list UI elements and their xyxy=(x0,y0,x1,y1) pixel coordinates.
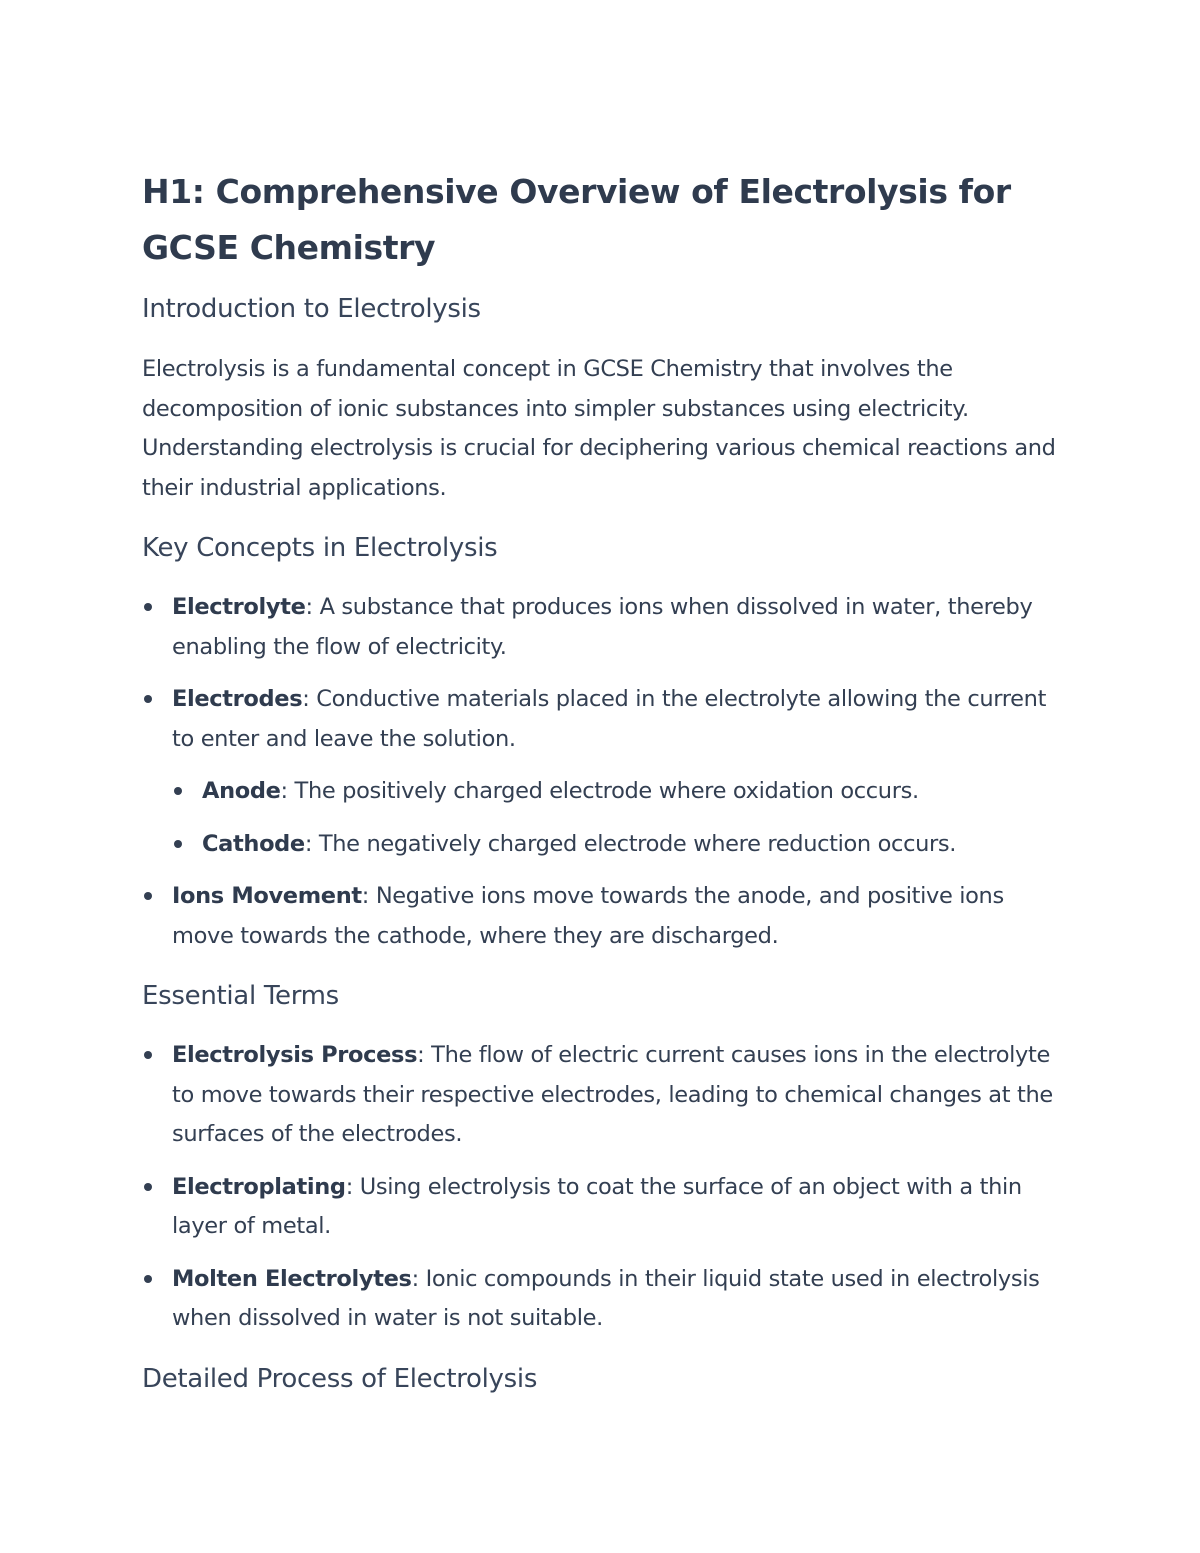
term-label: Electrodes xyxy=(172,686,303,712)
bullet-icon xyxy=(174,787,182,795)
term-definition: : The negatively charged electrode where reduction occurs. xyxy=(304,830,957,857)
bullet-icon xyxy=(144,892,152,900)
term-definition: : A substance that produces ions when dissolved in water, thereby enabling the flow of electricity. xyxy=(172,594,1033,660)
document-page xyxy=(142,164,1072,1397)
section-heading-key-concepts: Key Concepts in Electrolysis xyxy=(142,533,498,563)
document-title: H1: Comprehensive Overview of Electrolysis for GCSE Chemistry xyxy=(142,172,1011,267)
list-item-ions-movement xyxy=(142,877,1072,956)
term-label: Cathode xyxy=(202,830,305,857)
list-item-electrolyte xyxy=(142,588,1072,667)
term-label: Electroplating xyxy=(172,1173,346,1200)
term-definition: : The flow of electric current causes ions in the electrolyte to move towards their respective electrodes, leading to chemical changes at the surfaces of the electrodes. xyxy=(172,1042,1053,1147)
bullet-icon xyxy=(144,603,152,611)
term-label: Electrolyte xyxy=(172,594,306,620)
term-definition: : Conductive materials placed in the electrolyte allowing the current to enter and leave the solution. xyxy=(172,686,1047,752)
list-item-cathode xyxy=(172,825,1072,865)
key-concepts-list xyxy=(142,588,1072,956)
essential-terms-list xyxy=(142,1036,1072,1339)
term-definition: : Using electrolysis to coat the surface of an object with a thin layer of metal. xyxy=(172,1173,1022,1239)
list-item-electroplating xyxy=(142,1168,1072,1247)
list-item-electrodes xyxy=(142,680,1072,864)
electrodes-sub-list xyxy=(172,772,1072,864)
term-definition: : Negative ions move towards the anode, and positive ions move towards the cathode, where they are discharged. xyxy=(172,883,1004,949)
term-definition: : Ionic compounds in their liquid state used in electrolysis when dissolved in water is not suitable. xyxy=(172,1265,1040,1331)
bullet-icon xyxy=(144,695,152,703)
term-label: Molten Electrolytes xyxy=(172,1265,412,1292)
bullet-icon xyxy=(174,840,182,848)
list-item-molten-electrolytes xyxy=(142,1260,1072,1339)
section-heading-essential-terms: Essential Terms xyxy=(142,981,339,1011)
list-item-electrolysis-process xyxy=(142,1036,1072,1155)
section-heading-detailed-process: Detailed Process of Electrolysis xyxy=(142,1363,538,1394)
bullet-icon xyxy=(144,1183,152,1191)
bullet-icon xyxy=(144,1275,152,1283)
introduction-paragraph: Electrolysis is a fundamental concept in GCSE Chemistry that involves the decomposition of ionic substances into simpler substances using electricity. Understanding electrolysis is crucial for deciphering various chemical reactions and their industrial applications. xyxy=(142,356,1056,501)
term-definition: : The positively charged electrode where oxidation occurs. xyxy=(280,778,919,804)
section-heading-introduction: Introduction to Electrolysis xyxy=(142,294,481,324)
term-label: Ions Movement xyxy=(172,883,362,909)
term-label: Electrolysis Process xyxy=(172,1042,418,1068)
bullet-icon xyxy=(144,1051,152,1059)
list-item-anode xyxy=(172,772,1072,812)
term-label: Anode xyxy=(202,778,281,804)
